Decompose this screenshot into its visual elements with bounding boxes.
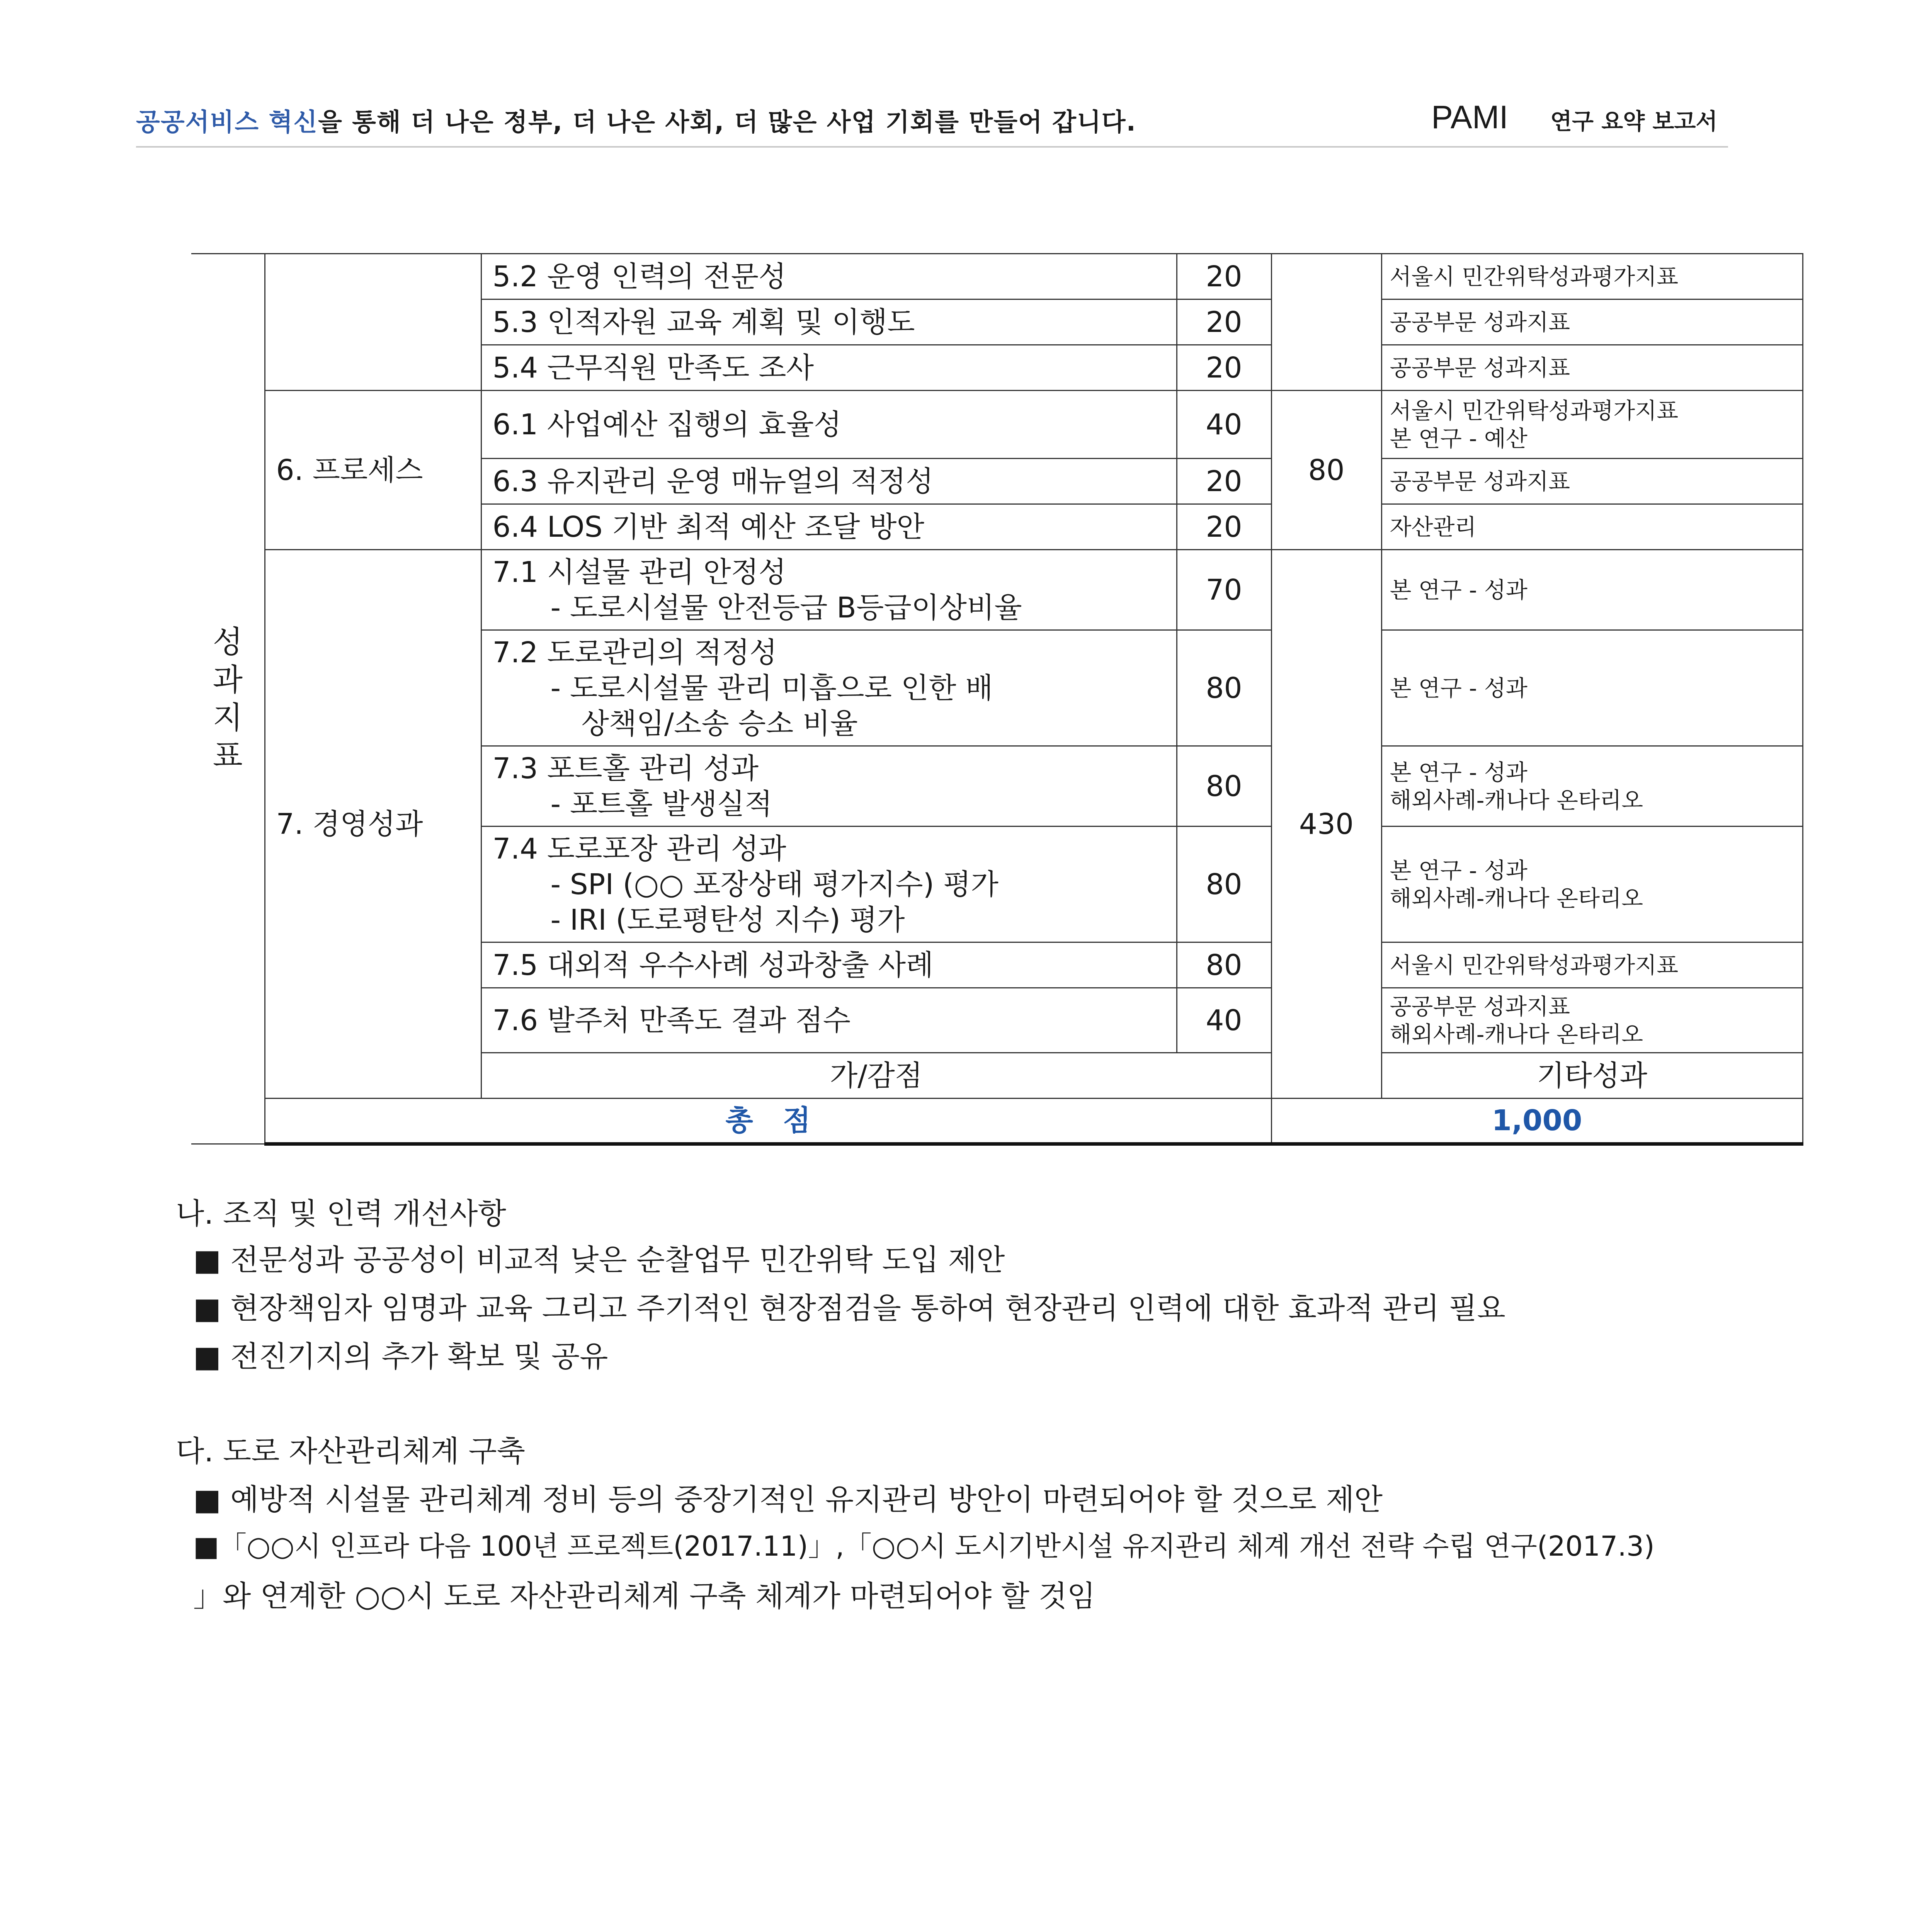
evaluation-table [191, 253, 1803, 1146]
score-cell: 20 [1177, 254, 1271, 299]
score-cell: 20 [1177, 459, 1271, 504]
section-na-bullet: ■ 전문성과 공공성이 비교적 낮은 순찰업무 민간위탁 도입 제안 [193, 1243, 1005, 1277]
item-cell: 7.5 대외적 우수사례 성과창출 사례 [481, 942, 1177, 988]
source-line: 해외사례-캐나다 온타리오 [1390, 787, 1643, 813]
group-mgmt-cell: 7. 경영성과 [265, 550, 481, 1099]
source-line: 해외사례-캐나다 온타리오 [1390, 1021, 1643, 1048]
source-cell: 공공부문 성과지표 [1381, 299, 1803, 345]
source-cell: 서울시 민간위탁성과평가지표 [1381, 254, 1803, 299]
page-header [136, 99, 1728, 137]
category-performance-cell [191, 254, 265, 1144]
source-cell [1381, 391, 1803, 459]
total-value-cell: 1,000 [1271, 1099, 1803, 1144]
item-subline: - 포트홀 발생실적 [550, 787, 772, 821]
header-tagline [136, 102, 1136, 138]
section-na-bullet: ■ 전진기지의 추가 확보 및 공유 [193, 1339, 608, 1374]
item-subline: - IRI (도로평탄성 지수) 평가 [550, 903, 905, 937]
item-cell [481, 630, 1177, 746]
category-performance-label: 성과지표 [213, 624, 243, 774]
table-row [191, 254, 1803, 299]
item-cell: 5.2 운영 인력의 전문성 [481, 254, 1177, 299]
item-line: 7.2 도로관리의 적정성 [492, 636, 777, 669]
source-cell: 본 연구 - 성과 [1381, 630, 1803, 746]
item-cell: 5.4 근무직원 만족도 조사 [481, 345, 1177, 391]
subtotal-cell-personnel [1271, 254, 1381, 391]
table-row [191, 550, 1803, 630]
item-line: 7.3 포트홀 관리 성과 [492, 752, 759, 785]
group-cell-personnel [265, 254, 481, 391]
item-cell [481, 746, 1177, 827]
subtotal-process-cell: 80 [1271, 391, 1381, 550]
score-cell: 20 [1177, 299, 1271, 345]
section-na-title: 나. 조직 및 인력 개선사항 [176, 1196, 506, 1231]
source-line: 서울시 민간위탁성과평가지표 [1390, 397, 1679, 424]
source-cell: 서울시 민간위탁성과평가지표 [1381, 942, 1803, 988]
tagline-highlight: 공공서비스 혁신 [136, 108, 318, 137]
source-cell: 공공부문 성과지표 [1381, 345, 1803, 391]
source-cell [1381, 827, 1803, 942]
score-cell: 20 [1177, 345, 1271, 391]
section-da-bullet: ■「○○시 인프라 다음 100년 프로젝트(2017.11)」,「○○시 도시기반시설 유지관리 체계 개선 전략 수립 연구(2017.3) [193, 1530, 1655, 1562]
tagline-rest: 을 통해 더 나은 정부, 더 나은 사회, 더 많은 사업 기회를 만들어 갑니다. [318, 108, 1136, 137]
score-cell: 80 [1177, 746, 1271, 827]
bonus-item-cell: 기타성과 [1381, 1053, 1803, 1099]
source-cell: 본 연구 - 성과 [1381, 550, 1803, 630]
item-cell: 6.1 사업예산 집행의 효율성 [481, 391, 1177, 459]
score-cell: 80 [1177, 827, 1271, 942]
item-cell [481, 827, 1177, 942]
subtotal-mgmt-cell: 430 [1271, 550, 1381, 1099]
header-report-type: 연구 요약 보고서 [1550, 108, 1718, 134]
item-cell [481, 550, 1177, 630]
section-na-bullet: ■ 현장책임자 임명과 교육 그리고 주기적인 현장점검을 통하여 현장관리 인력에 대한 효과적 관리 필요 [193, 1291, 1505, 1325]
header-divider [136, 146, 1728, 148]
total-label-cell: 총 점 [265, 1099, 1271, 1144]
source-cell: 공공부문 성과지표 [1381, 459, 1803, 504]
item-cell: 5.3 인적자원 교육 계획 및 이행도 [481, 299, 1177, 345]
item-line: 7.1 시설물 관리 안정성 [492, 555, 786, 589]
source-cell [1381, 988, 1803, 1053]
item-cell: 7.6 발주처 만족도 결과 점수 [481, 988, 1177, 1053]
header-brand: PAMI [1431, 99, 1509, 135]
group-process-cell: 6. 프로세스 [265, 391, 481, 550]
item-cell: 6.3 유지관리 운영 매뉴얼의 적정성 [481, 459, 1177, 504]
score-cell: 80 [1177, 630, 1271, 746]
score-cell: 20 [1177, 504, 1271, 550]
source-line: 본 연구 - 성과 [1390, 857, 1527, 884]
item-subline: - 도로시설물 관리 미흡으로 인한 배 [550, 671, 993, 705]
source-line: 본 연구 - 예산 [1390, 425, 1527, 452]
source-cell: 자산관리 [1381, 504, 1803, 550]
source-cell [1381, 746, 1803, 827]
source-line: 공공부문 성과지표 [1390, 993, 1570, 1020]
item-cell: 6.4 LOS 기반 최적 예산 조달 방안 [481, 504, 1177, 550]
section-da-title: 다. 도로 자산관리체계 구축 [176, 1434, 526, 1468]
source-line: 본 연구 - 성과 [1390, 759, 1527, 786]
score-cell: 80 [1177, 942, 1271, 988]
item-subline: 상책임/소송 승소 비율 [581, 707, 858, 740]
score-cell: 40 [1177, 391, 1271, 459]
table-row [191, 391, 1803, 459]
score-cell: 70 [1177, 550, 1271, 630]
section-da-bullet-cont: 」와 연계한 ○○시 도로 자산관리체계 구축 체계가 마련되어야 할 것임 [193, 1579, 1095, 1613]
bonus-label-cell: 가/감점 [481, 1053, 1271, 1099]
section-da-bullet: ■ 예방적 시설물 관리체계 정비 등의 중장기적인 유지관리 방안이 마련되어야 할 것으로 제안 [193, 1482, 1383, 1517]
item-line: 7.4 도로포장 관리 성과 [492, 832, 786, 866]
source-line: 해외사례-캐나다 온타리오 [1390, 885, 1643, 912]
item-subline: - SPI (○○ 포장상태 평가지수) 평가 [550, 867, 998, 901]
score-cell: 40 [1177, 988, 1271, 1053]
item-subline: - 도로시설물 안전등급 B등급이상비율 [550, 591, 1022, 624]
table-row-total [191, 1099, 1803, 1144]
